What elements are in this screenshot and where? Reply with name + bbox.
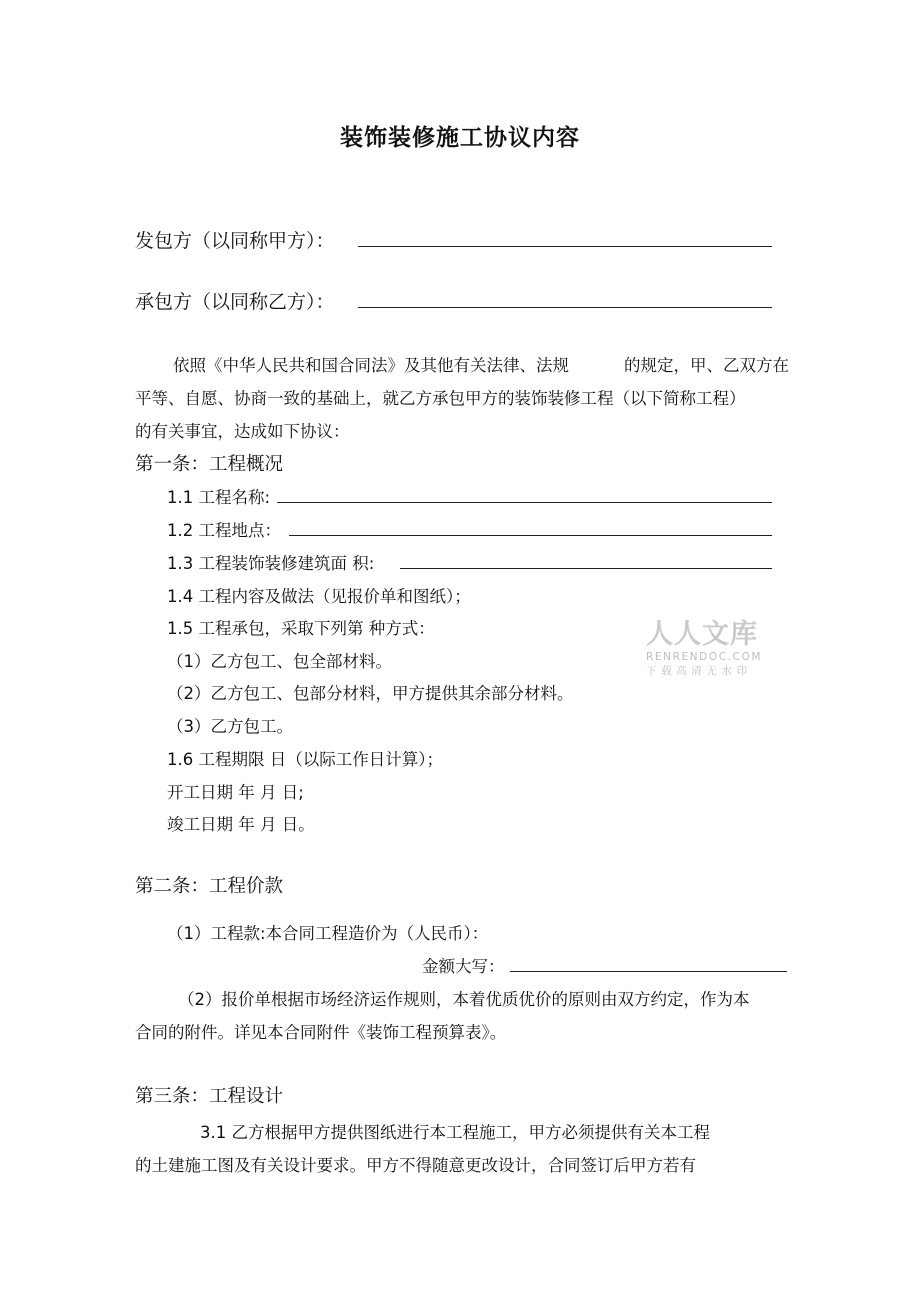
option-1: （1）乙方包工、包全部材料。 <box>167 652 392 671</box>
watermark <box>646 620 774 678</box>
item-1-3-blank <box>400 568 772 569</box>
preamble-line-2: 平等、自愿、协商一致的基础上，就乙方承包甲方的装饰装修工程（以下简称工程） <box>135 389 746 408</box>
watermark-tagline: 下载高清无水印 <box>646 665 752 677</box>
party-a-blank <box>358 246 772 247</box>
preamble-line-1b: 的规定，甲、乙双方在 <box>624 356 789 375</box>
item-1-2: 1.2 工程地点： <box>167 521 281 540</box>
item-1-1: 1.1 工程名称: <box>167 488 271 507</box>
item-1-3: 1.3 工程装饰装修建筑面 积: <box>167 554 375 573</box>
item-1-5: 1.5 工程承包，采取下列第 种方式： <box>167 619 435 638</box>
price-line: （1）工程款:本合同工程造价为（人民币）： <box>167 924 489 943</box>
quote-line-2: 合同的附件。详见本合同附件《装饰工程预算表》。 <box>135 1023 507 1042</box>
start-date: 开工日期 年 月 日; <box>167 783 304 802</box>
end-date: 竣工日期 年 月 日。 <box>167 815 315 834</box>
article-3-line-2: 的土建施工图及有关设计要求。甲方不得随意更改设计，合同签订后甲方若有 <box>135 1156 696 1175</box>
watermark-brand: 人人文库 <box>646 619 758 650</box>
item-1-1-blank <box>277 502 772 503</box>
item-1-6: 1.6 工程期限 日（以际工作日计算）； <box>167 750 443 769</box>
option-2: （2）乙方包工、包部分材料，甲方提供其余部分材料。 <box>167 684 574 703</box>
amount-blank <box>510 971 787 972</box>
item-1-4: 1.4 工程内容及做法（见报价单和图纸）； <box>167 587 471 606</box>
quote-line-1: （2）报价单根据市场经济运作规则，本着优质优价的原则由双方约定，作为本 <box>178 990 750 1009</box>
party-a-label: 发包方（以同称甲方）： <box>135 230 335 252</box>
document-title: 装饰装修施工协议内容 <box>340 125 580 151</box>
item-1-2-blank <box>289 535 772 536</box>
article-3-line-1: 3.1 乙方根据甲方提供图纸进行本工程施工，甲方必须提供有关本工程 <box>200 1123 710 1142</box>
preamble-line-3: 的有关事宜，达成如下协议： <box>135 422 350 441</box>
party-b-blank <box>358 307 772 308</box>
article-1-heading: 第一条：工程概况 <box>135 454 284 475</box>
preamble-line-1a: 依照《中华人民共和国合同法》及其他有关法律、法规 <box>173 356 569 375</box>
watermark-domain: RENRENDOC.COM <box>646 651 763 663</box>
amount-label: 金额大写： <box>422 957 505 976</box>
option-3: （3）乙方包工。 <box>167 717 293 736</box>
article-2-heading: 第二条：工程价款 <box>135 876 284 897</box>
party-b-label: 承包方（以同称乙方）： <box>135 291 335 313</box>
article-3-heading: 第三条：工程设计 <box>135 1086 284 1107</box>
